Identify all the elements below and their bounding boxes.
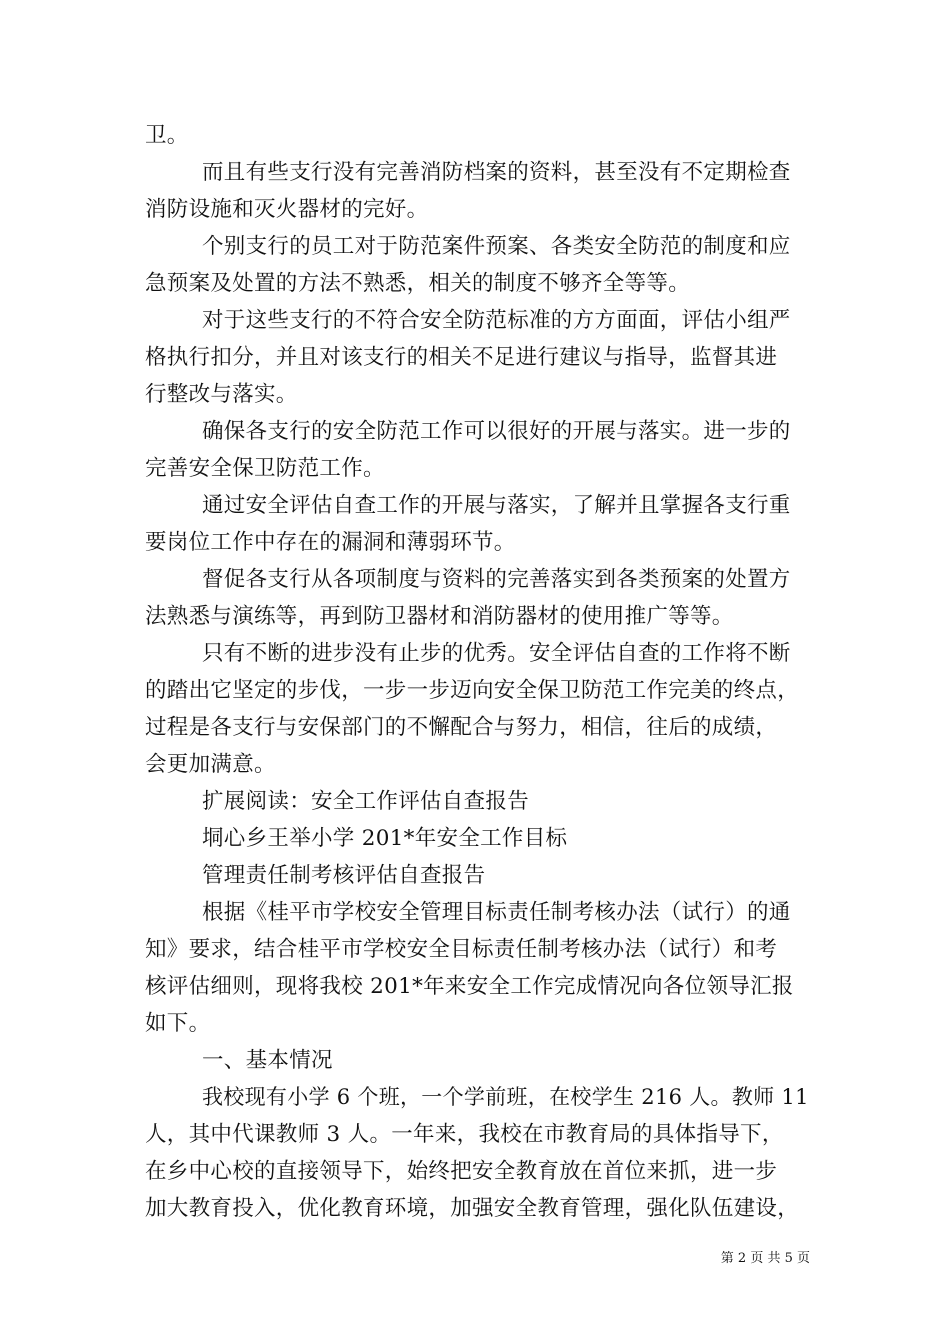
text-line: 只有不断的进步没有止步的优秀。安全评估自查的工作将不断 xyxy=(202,641,791,666)
page-number: 第 2 页 共 5 页 xyxy=(720,1251,810,1266)
text-line: 加大教育投入，优化教育环境，加强安全教育管理，强化队伍建设， xyxy=(145,1196,800,1221)
text-line: 核评估细则，现将我校 201*年来安全工作完成情况向各位领导汇报 xyxy=(145,974,794,999)
text-line: 对于这些支行的不符合安全防范标准的方方面面，评估小组严 xyxy=(202,308,791,333)
text-line: 在乡中心校的直接领导下，始终把安全教育放在首位来抓，进一步 xyxy=(145,1159,778,1184)
text-line: 人，其中代课教师 3 人。一年来，我校在市教育局的具体指导下， xyxy=(145,1122,784,1147)
text-line: 根据《桂平市学校安全管理目标责任制考核办法（试行）的通 xyxy=(202,900,791,925)
text-line: 扩展阅读：安全工作评估自查报告 xyxy=(202,789,530,814)
text-line: 会更加满意。 xyxy=(145,752,276,777)
text-line: 要岗位工作中存在的漏洞和薄弱环节。 xyxy=(145,530,516,555)
text-line: 个别支行的员工对于防范案件预案、各类安全防范的制度和应 xyxy=(202,234,791,259)
text-line: 确保各支行的安全防范工作可以很好的开展与落实。进一步的 xyxy=(202,419,791,444)
text-line: 如下。 xyxy=(145,1011,211,1036)
text-line: 卫。 xyxy=(145,123,189,148)
text-line: 一、基本情况 xyxy=(202,1048,333,1073)
text-line: 知》要求，结合桂平市学校安全目标责任制考核办法（试行）和考 xyxy=(145,937,778,962)
text-line: 督促各支行从各项制度与资料的完善落实到各类预案的处置方 xyxy=(202,567,791,592)
text-line: 垌心乡王举小学 201*年安全工作目标 xyxy=(202,826,568,851)
text-line: 过程是各支行与安保部门的不懈配合与努力，相信，往后的成绩， xyxy=(145,715,778,740)
text-line: 行整改与落实。 xyxy=(145,382,298,407)
text-line: 法熟悉与演练等，再到防卫器材和消防器材的使用推广等等。 xyxy=(145,604,734,629)
text-line: 完善安全保卫防范工作。 xyxy=(145,456,385,481)
text-line: 而且有些支行没有完善消防档案的资料，甚至没有不定期检查 xyxy=(202,160,791,185)
text-line: 格执行扣分，并且对该支行的相关不足进行建议与指导，监督其进 xyxy=(145,345,778,370)
document-body xyxy=(145,117,810,1227)
text-line: 管理责任制考核评估自查报告 xyxy=(202,863,486,888)
text-line: 我校现有小学 6 个班，一个学前班，在校学生 216 人。教师 11 xyxy=(202,1085,809,1109)
text-line: 的踏出它坚定的步伐，一步一步迈向安全保卫防范工作完美的终点， xyxy=(145,678,800,703)
text-line: 急预案及处置的方法不熟悉，相关的制度不够齐全等等。 xyxy=(145,271,691,296)
text-line: 消防设施和灭火器材的完好。 xyxy=(145,197,429,222)
text-line: 通过安全评估自查工作的开展与落实，了解并且掌握各支行重 xyxy=(202,493,791,518)
